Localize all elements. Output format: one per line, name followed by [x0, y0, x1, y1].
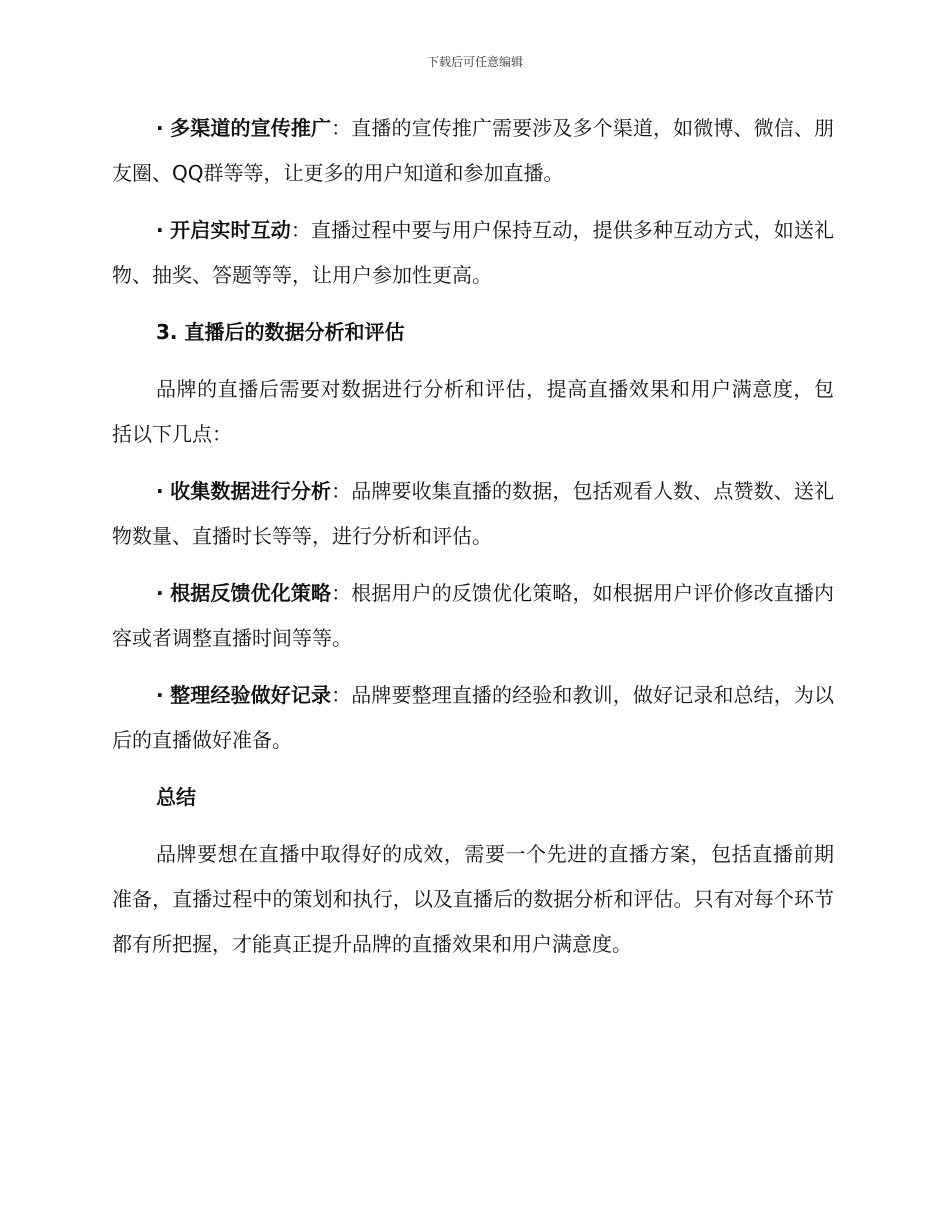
bullet-colon: ： [290, 218, 311, 242]
bullet-dot: · [156, 581, 164, 605]
bullet-text: 品牌要整理直播的经验和教训，做好记录和总结，为以后的直播做好准备。 [112, 683, 835, 752]
bullet-item-interaction [112, 208, 834, 298]
bullet-item-promotion [112, 106, 834, 196]
bullet-colon: ： [331, 479, 352, 503]
summary-heading: 总结 [156, 785, 196, 809]
bullet-title: 多渠道的宣传推广 [170, 116, 332, 140]
bullet-dot: · [156, 683, 164, 707]
bullet-text: 根据用户的反馈优化策略，如根据用户评价修改直播内容或者调整直播时间等等。 [112, 581, 835, 650]
bullet-dot: · [156, 218, 164, 242]
bullet-dot: · [156, 116, 164, 140]
bullet-dot: · [156, 479, 164, 503]
section-heading-3: 3. 直播后的数据分析和评估 [156, 320, 405, 344]
header-note: 下载后可任意编辑 [426, 55, 523, 69]
bullet-title: 收集数据进行分析 [170, 479, 332, 503]
bullet-item-record [112, 673, 834, 763]
bullet-text: 直播的宣传推广需要涉及多个渠道，如微博、微信、朋友圈、QQ群等等，让更多的用户知道和参加直播。 [112, 116, 835, 185]
bullet-title: 根据反馈优化策略 [170, 581, 332, 605]
bullet-text: 直播过程中要与用户保持互动，提供多种互动方式，如送礼物、抽奖、答题等等，让用户参加性更高。 [112, 218, 835, 287]
bullet-item-collect-data [112, 469, 834, 559]
bullet-colon: ： [331, 581, 352, 605]
summary-text: 品牌要想在直播中取得好的成效，需要一个先进的直播方案，包括直播前期准备，直播过程中的策划和执行，以及直播后的数据分析和评估。只有对每个环节都有所把握，才能真正提升品牌的直播效果和用户满意度。 [112, 842, 834, 956]
document-body [112, 106, 834, 979]
section-intro: 品牌的直播后需要对数据进行分析和评估，提高直播效果和用户满意度，包括以下几点： [112, 377, 834, 446]
bullet-item-optimize [112, 571, 834, 661]
bullet-title: 整理经验做好记录 [170, 683, 332, 707]
bullet-text: 品牌要收集直播的数据，包括观看人数、点赞数、送礼物数量、直播时长等等，进行分析和评估。 [112, 479, 835, 548]
bullet-title: 开启实时互动 [170, 218, 291, 242]
bullet-colon: ： [331, 116, 352, 140]
bullet-colon: ： [331, 683, 352, 707]
